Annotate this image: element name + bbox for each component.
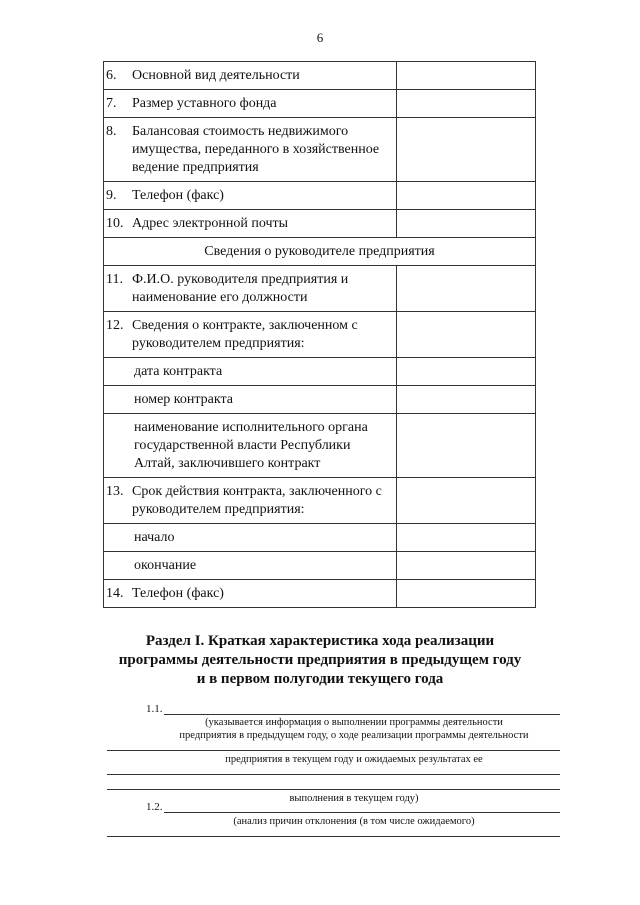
section-title-line: Раздел I. Краткая характеристика хода реализации xyxy=(145,633,495,649)
row-label-cell xyxy=(104,90,397,118)
page-number: 6 xyxy=(316,30,324,45)
row-label xyxy=(132,585,396,603)
row-label-line: Размер уставного фонда xyxy=(132,96,277,111)
row-label xyxy=(106,557,396,575)
table-row xyxy=(104,90,536,118)
row-label-line: наименование исполнительного органа xyxy=(134,420,368,435)
hint-text: (анализ причин отклонения (в том числе ожидаемого) xyxy=(233,816,475,827)
table-row xyxy=(104,62,536,90)
row-label-line: государственной власти Республики xyxy=(134,438,351,453)
value-cell[interactable] xyxy=(396,266,535,312)
hint-text: (указывается информация о выполнении программы деятельности xyxy=(205,717,503,728)
row-label-cell xyxy=(104,266,397,312)
value-cell[interactable] xyxy=(396,182,535,210)
table-subheader xyxy=(104,238,536,266)
row-label xyxy=(132,123,396,177)
section-title-line: и в первом полугодии текущего года xyxy=(196,671,444,687)
row-label-cell xyxy=(104,386,397,414)
value-cell[interactable] xyxy=(396,580,535,608)
value-cell[interactable] xyxy=(396,552,535,580)
value-cell[interactable] xyxy=(396,62,535,90)
row-label-line: наименование его должности xyxy=(132,290,308,305)
hint-text: предприятия в текущем году и ожидаемых результатах ее xyxy=(225,754,483,765)
info-table xyxy=(103,61,536,608)
value-cell[interactable] xyxy=(396,358,535,386)
value-cell[interactable] xyxy=(396,524,535,552)
row-label-line: имущества, переданного в хозяйственное xyxy=(132,142,380,157)
row-label xyxy=(132,271,396,307)
row-label-line: Телефон (факс) xyxy=(132,188,224,203)
row-label-line: Основной вид деятельности xyxy=(132,68,300,83)
section-title-line: программы деятельности предприятия в предыдущем году xyxy=(118,652,522,668)
table-row xyxy=(104,238,536,266)
row-label xyxy=(132,187,396,205)
row-label-cell xyxy=(104,210,397,238)
row-number: 7. xyxy=(106,96,117,111)
row-number: 11. xyxy=(106,272,123,287)
fill-line-1-1[interactable] xyxy=(164,714,560,715)
row-number: 6. xyxy=(106,68,117,83)
row-label xyxy=(132,95,396,113)
row-label xyxy=(132,317,396,353)
row-label-line: дата контракта xyxy=(134,364,223,379)
row-label-cell xyxy=(104,62,397,90)
subheader-text: Сведения о руководителе предприятия xyxy=(204,244,435,259)
row-label-line: Балансовая стоимость недвижимого xyxy=(132,124,349,139)
row-label-line: окончание xyxy=(134,558,197,573)
fill-line[interactable] xyxy=(107,789,560,790)
row-label xyxy=(106,391,396,409)
row-label xyxy=(132,67,396,85)
row-label-line: Ф.И.О. руководителя предприятия и xyxy=(132,272,349,287)
table-row xyxy=(104,358,536,386)
row-number: 12. xyxy=(106,318,124,333)
value-cell[interactable] xyxy=(396,90,535,118)
row-label xyxy=(106,419,396,473)
table-row xyxy=(104,552,536,580)
table-row xyxy=(104,182,536,210)
fill-line[interactable] xyxy=(107,836,560,837)
row-label xyxy=(132,483,396,519)
value-cell[interactable] xyxy=(396,386,535,414)
value-cell[interactable] xyxy=(396,312,535,358)
fill-line-1-2[interactable] xyxy=(164,812,560,813)
row-label-line: Алтай, заключившего контракт xyxy=(134,456,321,471)
row-label-cell xyxy=(104,118,397,182)
table-row xyxy=(104,580,536,608)
row-label xyxy=(106,529,396,547)
row-label-cell xyxy=(104,312,397,358)
row-label-cell xyxy=(104,358,397,386)
row-label-cell xyxy=(104,580,397,608)
value-cell[interactable] xyxy=(396,414,535,478)
row-label-cell xyxy=(104,552,397,580)
table-row xyxy=(104,524,536,552)
row-label-line: Сведения о контракте, заключенном с xyxy=(132,318,358,333)
row-label-line: ведение предприятия xyxy=(132,160,259,175)
table-row xyxy=(104,478,536,524)
item-number: 1.2. xyxy=(146,801,163,813)
row-label-line: Телефон (факс) xyxy=(132,586,224,601)
row-label-line: Адрес электронной почты xyxy=(132,216,289,231)
item-number: 1.1. xyxy=(146,703,163,715)
value-cell[interactable] xyxy=(396,118,535,182)
table-row xyxy=(104,414,536,478)
value-cell[interactable] xyxy=(396,478,535,524)
table-row xyxy=(104,266,536,312)
value-cell[interactable] xyxy=(396,210,535,238)
fill-line[interactable] xyxy=(107,750,560,751)
row-label-line: Срок действия контракта, заключенного с xyxy=(132,484,382,499)
table-row xyxy=(104,386,536,414)
table-row xyxy=(104,312,536,358)
row-label-line: руководителем предприятия: xyxy=(132,336,305,351)
row-label-cell xyxy=(104,182,397,210)
table-row xyxy=(104,210,536,238)
row-label-line: начало xyxy=(134,530,175,545)
row-label-cell xyxy=(104,524,397,552)
row-label-line: руководителем предприятия: xyxy=(132,502,305,517)
table-row xyxy=(104,118,536,182)
row-number: 13. xyxy=(106,484,124,499)
hint-text: выполнения в текущем году) xyxy=(289,793,419,804)
row-number: 9. xyxy=(106,188,117,203)
row-label-cell xyxy=(104,414,397,478)
hint-text: предприятия в предыдущем году, о ходе реализации программы деятельности xyxy=(179,730,529,741)
row-number: 10. xyxy=(106,216,124,231)
row-number: 14. xyxy=(106,586,124,601)
section-title xyxy=(0,632,640,689)
row-number: 8. xyxy=(106,124,117,139)
row-label-cell xyxy=(104,478,397,524)
fill-line[interactable] xyxy=(107,774,560,775)
row-label xyxy=(106,363,396,381)
row-label xyxy=(132,215,396,233)
row-label-line: номер контракта xyxy=(134,392,234,407)
